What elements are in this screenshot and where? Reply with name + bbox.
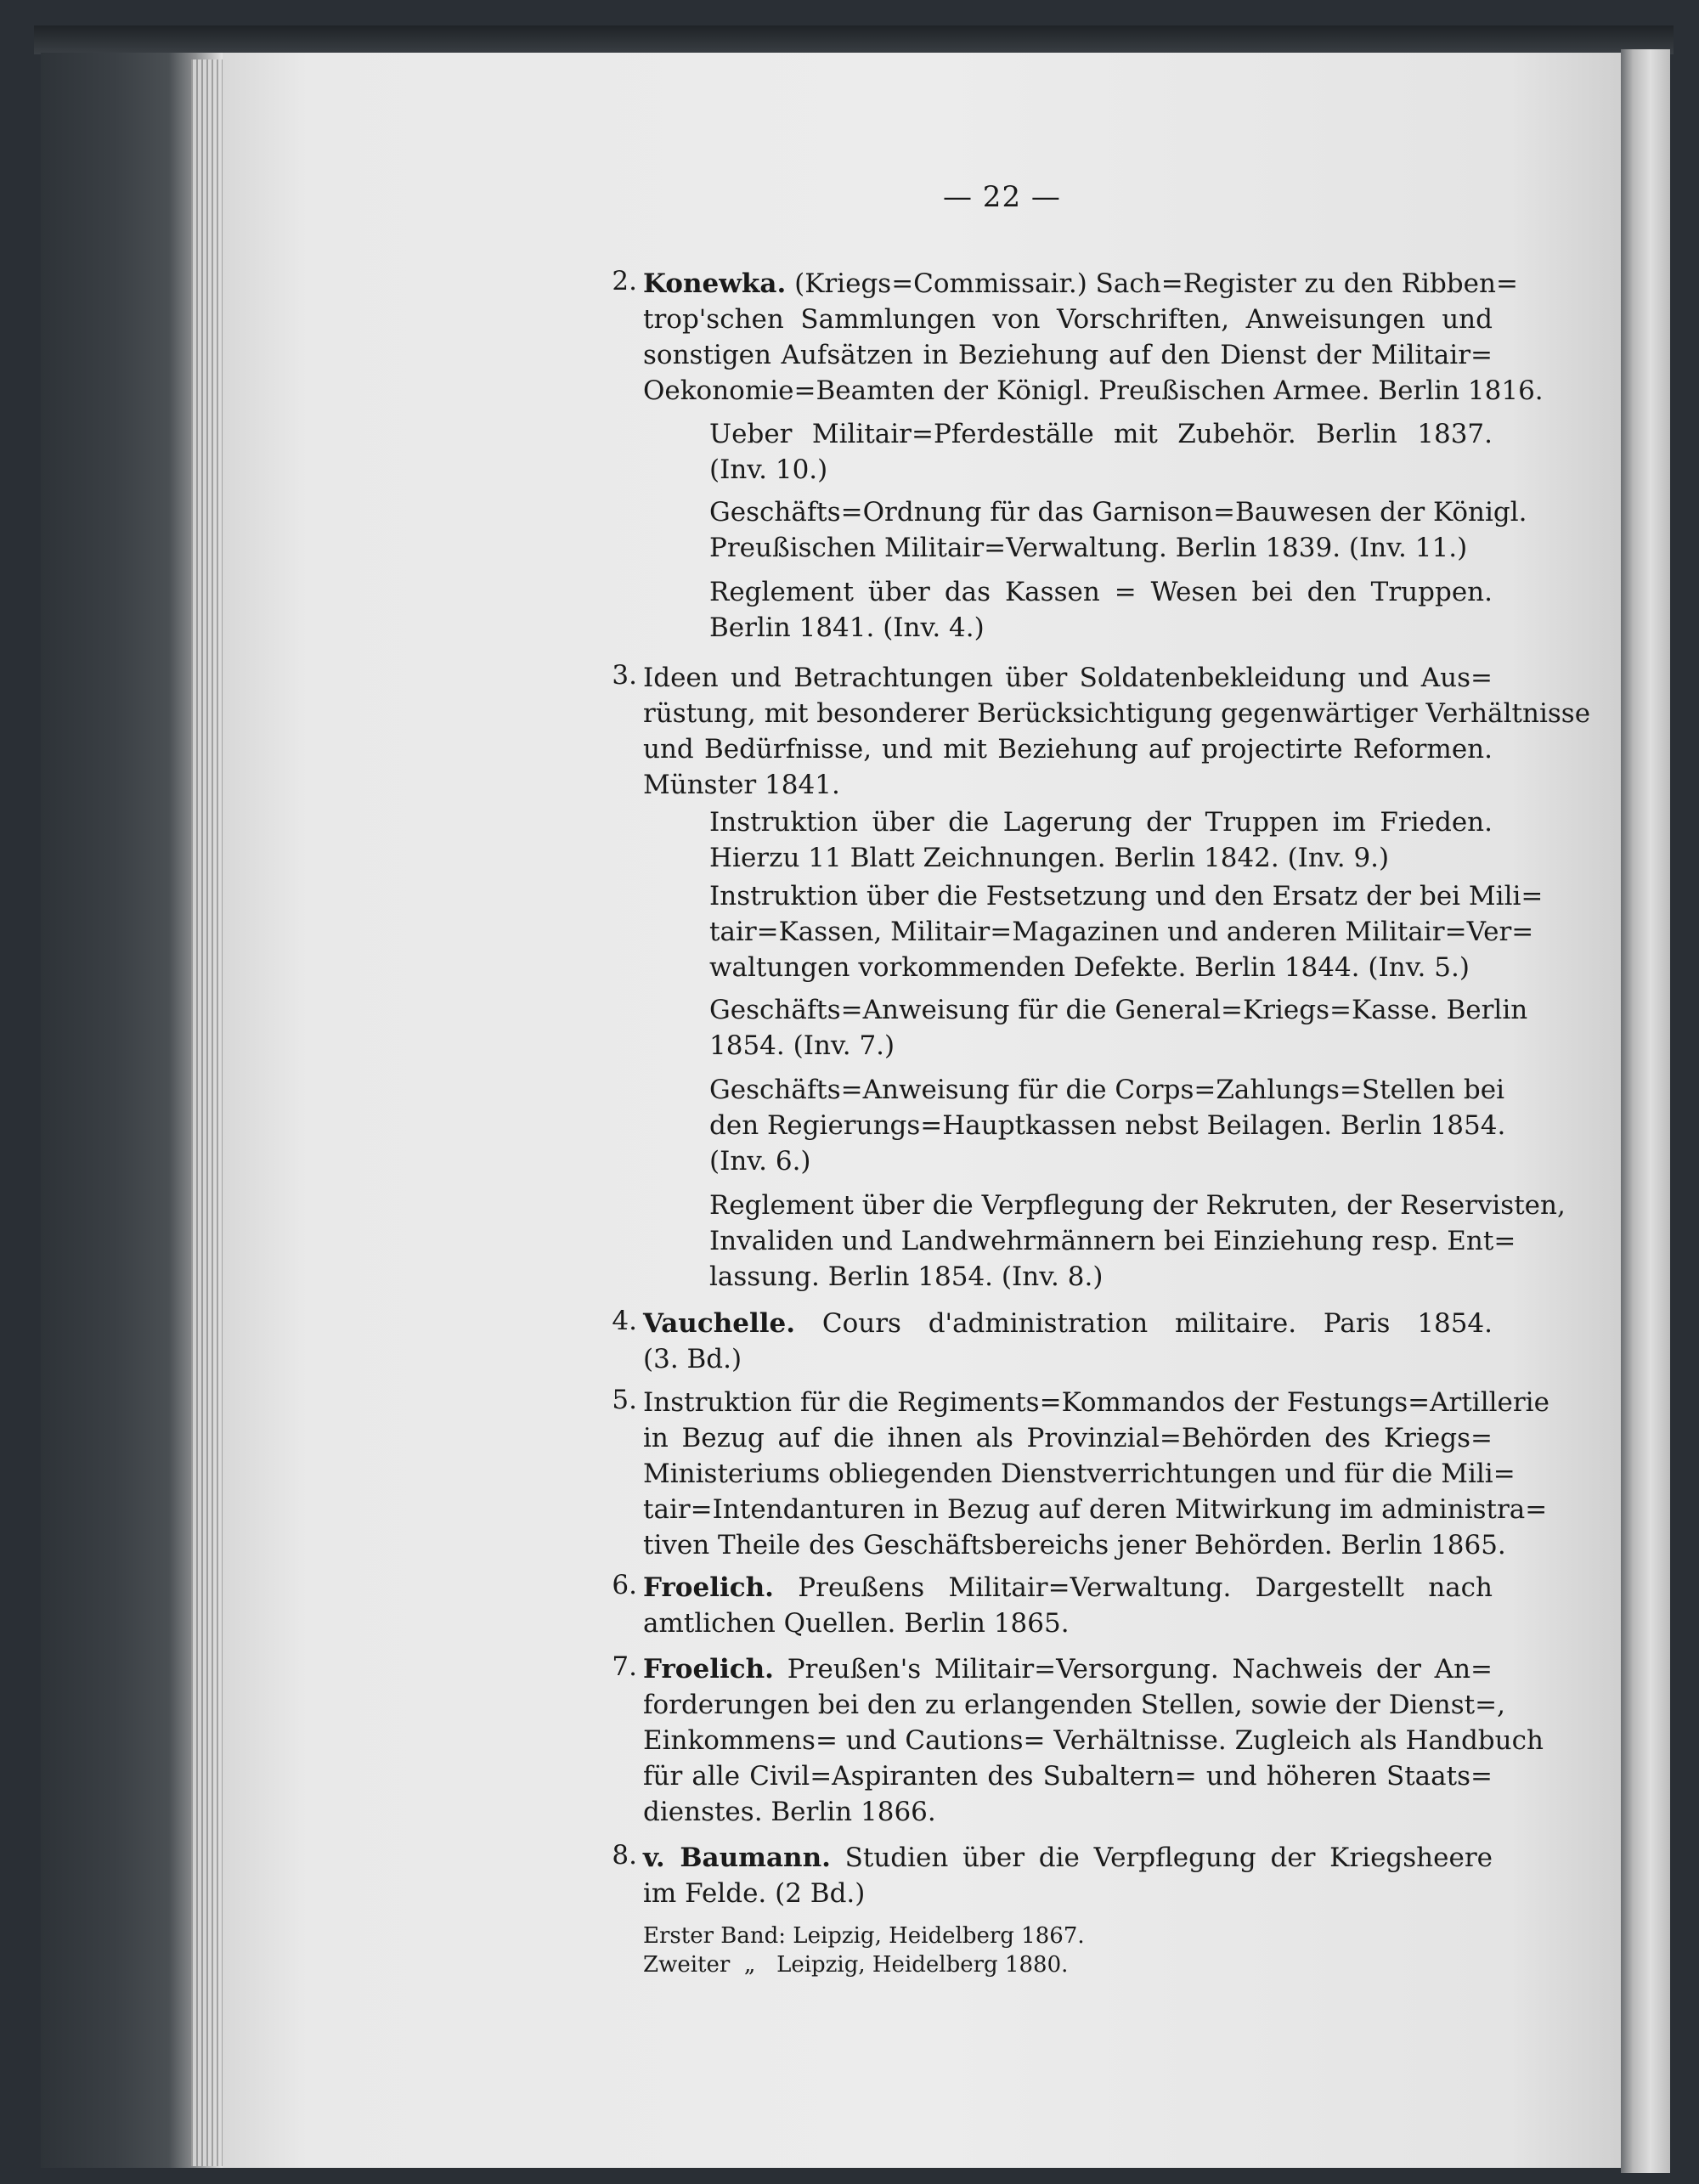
sub-entry: Ueber Militair=Pferdeställe mit Zubehör. Berlin 1837. (Inv. 10.) — [709, 419, 1493, 485]
entry-author: Konewka. — [643, 268, 787, 299]
sub-entry: Geschäfts=Anweisung für die Corps=Zahlungs=Stellen bei den Regierungs=Hauptkassen nebst Beilagen. Berlin 1854. (Inv. 6.) — [709, 1075, 1506, 1177]
entry-author: Froelich. — [643, 1572, 774, 1603]
entry-author: Froelich. — [643, 1654, 774, 1685]
sub-entry: Geschäfts=Ordnung für das Garnison=Bauwesen der Königl. Preußischen Militair=Verwaltung. Berlin 1839. (Inv. 11.) — [709, 497, 1527, 563]
sub-entry: Instruktion über die Lagerung der Truppen im Frieden. Hierzu 11 Blatt Zeichnungen. Berlin 1842. (Inv. 9.) — [709, 807, 1493, 873]
entry-7-text: Froelich. Preußen's Militair=Versorgung. Nachweis der An= forderungen bei den zu erlangenden Stellen, sowie der Dienst=, Einkommens= und Cautions= Verhältnisse. Zugleich als Handbuch für alle Civil=Aspiranten des Subaltern= und höheren Staats= dienstes. Berlin 1866. — [643, 1654, 1544, 1827]
sub-entry: Reglement über das Kassen = Wesen bei den Truppen. Berlin 1841. (Inv. 4.) — [709, 577, 1493, 643]
entry-number: 8. — [612, 1840, 637, 1871]
sub-entry: Geschäfts=Anweisung für die General=Kriegs=Kasse. Berlin 1854. (Inv. 7.) — [709, 995, 1528, 1061]
entry-8-volumes: Erster Band: Leipzig, Heidelberg 1867. Zweiter „ Leipzig, Heidelberg 1880. — [643, 1923, 1085, 1978]
entry-number: 7. — [612, 1651, 637, 1682]
entry-3-text: Ideen und Betrachtungen über Soldatenbekleidung und Aus= rüstung, mit besonderer Berücksichtigung gegenwärtiger Verhältnisse und Bedürfnisse, und mit Beziehung auf projectirte Reformen. Münster 1841. — [643, 663, 1591, 800]
sub-entry: Reglement über die Verpflegung der Rekruten, der Reservisten, Invaliden und Landwehrmännern bei Einziehung resp. Ent= lassung. Berlin 1854. (Inv. 8.) — [709, 1190, 1566, 1292]
entry-author: Vauchelle. — [643, 1308, 796, 1339]
entry-number: 6. — [612, 1570, 637, 1600]
page-number: — 22 — — [943, 180, 1061, 214]
entry-5-text: Instruktion für die Regiments=Kommandos der Festungs=Artillerie in Bezug auf die ihnen als Provinzial=Behörden des Kriegs= Ministeriums obliegenden Dienstverrichtungen und für die Mili= tair=Intendanturen in Bezug auf deren Mitwirkung im administra= tiven Theile des Geschäftsbereichs jener Behörden. Berlin 1865. — [643, 1387, 1549, 1560]
entry-number: 3. — [612, 660, 637, 691]
entry-4-text: Vauchelle. Cours d'administration militaire. Paris 1854. (3. Bd.) — [643, 1308, 1493, 1374]
sub-entry: Instruktion über die Festsetzung und den Ersatz der bei Mili= tair=Kassen, Militair=Magazinen und anderen Militair=Ver= waltungen vorkommenden Defekte. Berlin 1844. (Inv. 5.) — [709, 881, 1544, 983]
entry-number: 5. — [612, 1385, 637, 1415]
entry-number: 4. — [612, 1306, 637, 1336]
right-page-edge — [1621, 49, 1670, 2173]
page-gutter — [191, 59, 225, 2166]
top-binding-shadow — [34, 25, 1674, 54]
entry-number: 2. — [612, 266, 637, 296]
entry-8-text: v. Baumann. Studien über die Verpflegung der Kriegsheere im Felde. (2 Bd.) — [643, 1843, 1493, 1909]
entry-2-text: Konewka. (Kriegs=Commissair.) Sach=Register zu den Ribben= trop'schen Sammlungen von Vorschriften, Anweisungen und sonstigen Aufsätzen in Beziehung auf den Dienst der Militair= Oekonomie=Beamten der Königl. Preußischen Armee. Berlin 1816. — [643, 268, 1544, 406]
entry-author: v. Baumann. — [643, 1843, 831, 1873]
entry-6-text: Froelich. Preußens Militair=Verwaltung. Dargestellt nach amtlichen Quellen. Berlin 1865. — [643, 1572, 1493, 1639]
